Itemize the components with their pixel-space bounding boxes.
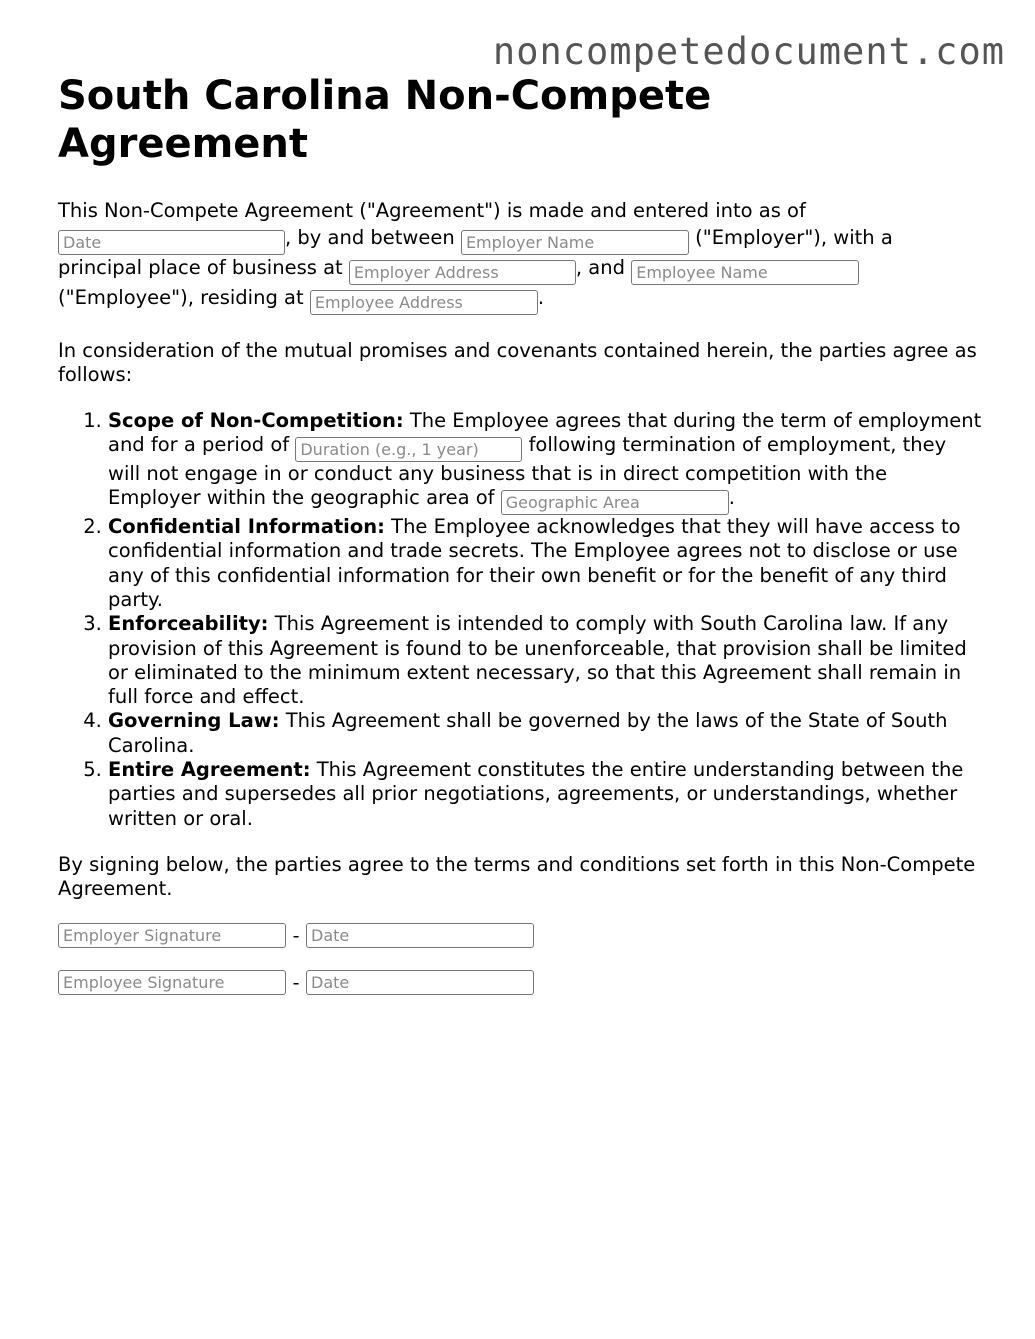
clause-heading: Entire Agreement: [108,758,311,782]
clause-item [108,409,983,516]
clause-item [108,612,983,709]
document-body [58,72,983,996]
clause-item [108,709,983,758]
signature-separator: - [292,971,300,994]
intro-text: ("Employee"), residing at [58,285,304,309]
employer-date-field[interactable] [306,923,534,948]
duration-field[interactable] [295,437,522,462]
clause-text: following termination of employment, they will not engage in or conduct any business that is in direct competition with the Employer within the geographic area of [108,432,947,510]
intro-text: . [537,285,545,309]
clause-text: The Employee agrees that during the term of employment and for a period of [108,408,982,456]
employee-address-field[interactable] [310,290,538,315]
clause-heading: Confidential Information: [108,515,385,539]
clause-heading: Governing Law: [108,709,280,733]
agreement-date-field[interactable] [58,230,285,255]
intro-text: , and [575,255,625,279]
clause-item [108,758,983,831]
intro-text: ("Employer"), with a principal place of business at [58,225,893,279]
clause-text: The Employee acknowledges that they will have access to confidential information and trade secrets. The Employee agrees not to disclose or use any of this confidential information for their own benefit or for the benefit of any third party. [108,515,961,611]
geographic-area-field[interactable] [501,490,729,515]
signing-paragraph: By signing below, the parties agree to the terms and conditions set forth in this Non-Compete Agreement. [58,852,976,900]
clause-item [108,515,983,612]
clause-text: This Agreement shall be governed by the laws of the State of South Carolina. [108,709,948,757]
employee-signature-row [58,970,983,996]
watermark: noncompetedocument.com [492,30,1005,73]
intro-paragraph [58,198,983,315]
employee-date-field[interactable] [306,970,534,995]
clause-heading: Scope of Non-Competition: [108,408,404,432]
intro-text: This Non-Compete Agreement ("Agreement") is made and entered into as of [58,199,806,222]
intro-text: , by and between [285,225,455,249]
employer-address-field[interactable] [349,260,576,285]
employee-name-field[interactable] [631,260,859,285]
clause-text: . [728,486,735,510]
employer-signature-row [58,923,983,949]
employer-signature-field[interactable] [58,923,286,948]
clause-text: This Agreement constitutes the entire understanding between the parties and supersedes all prior negotiations, agreements, or understandings, whether written or oral. [108,758,964,830]
employee-signature-field[interactable] [58,970,286,995]
clause-text: This Agreement is intended to comply with South Carolina law. If any provision of this Agreement is found to be unenforceable, that provision shall be limited or eliminated to the minimum extent necessary, so that this Agreement shall remain in full force and effect. [108,612,967,709]
consideration-paragraph: In consideration of the mutual promises and covenants contained herein, the parties agree as follows: [58,338,977,386]
clause-heading: Enforceability: [108,612,269,636]
clause-list [58,409,983,831]
signature-separator: - [292,924,300,947]
page-title: South Carolina Non-Compete Agreement [58,73,712,167]
employer-name-field[interactable] [461,230,689,255]
